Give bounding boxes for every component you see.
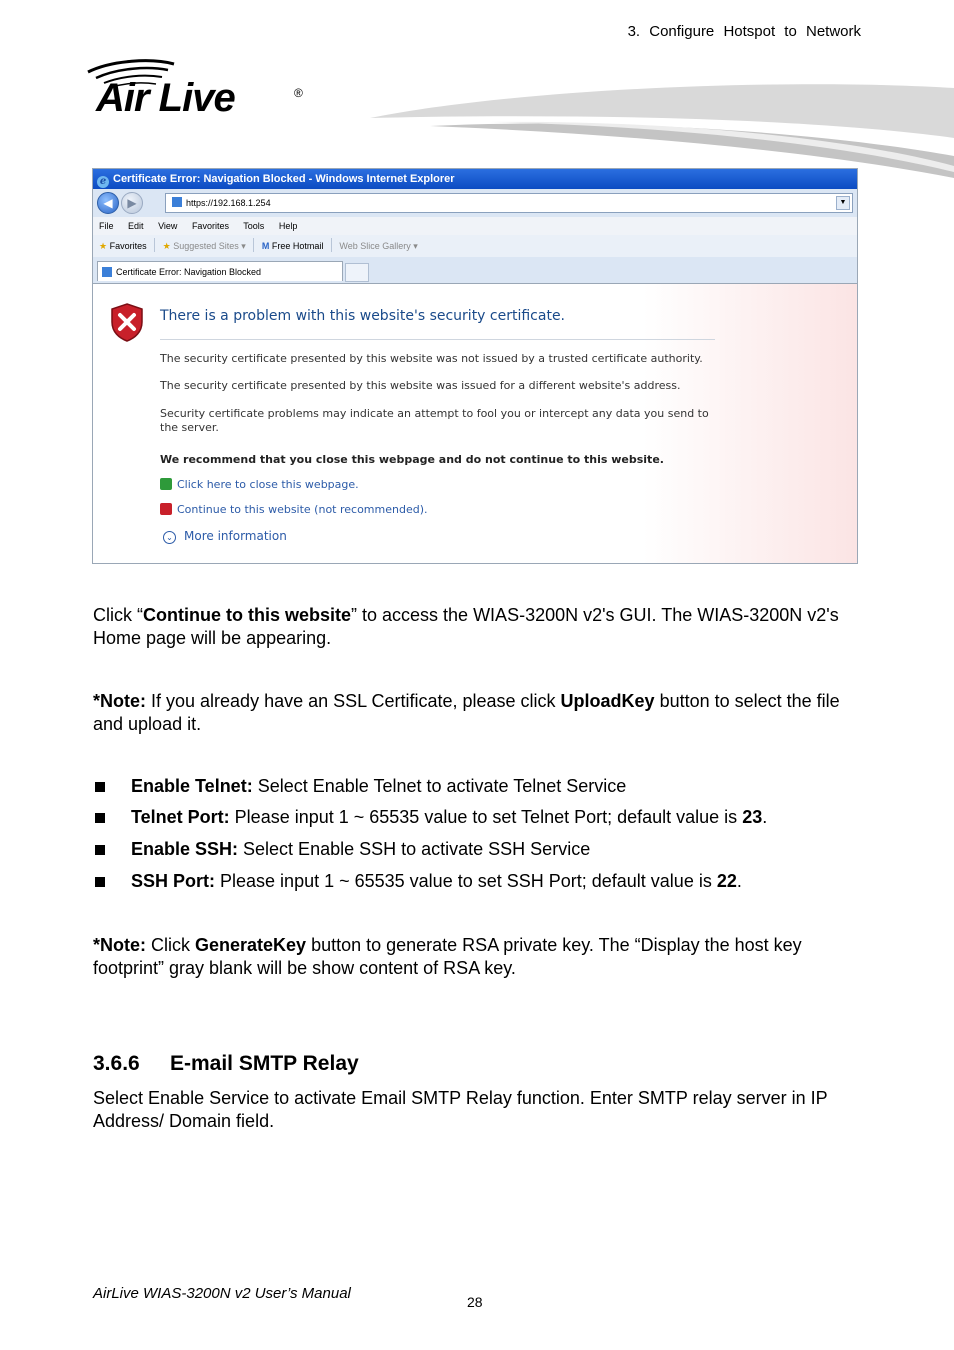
favorites-star-icon: ★ [99,241,108,251]
menu-edit[interactable]: Edit [128,221,144,231]
ie-icon: e [97,176,109,188]
footer-manual-title: AirLive WIAS-3200N v2 User’s Manual [93,1285,351,1302]
new-tab-button[interactable] [345,263,369,282]
menu-favorites[interactable]: Favorites [191,221,229,231]
bullet-square-icon [95,813,105,823]
tab-page-icon [102,267,112,277]
back-button[interactable]: ◀ [97,192,119,214]
add-favorite-icon[interactable]: ★ [162,241,171,251]
more-information-link[interactable]: ⌄ More information [163,529,287,544]
divider [160,339,715,340]
smtp-relay-paragraph: Select Enable Service to activate Email SMTP Relay function. Enter SMTP relay server in IP Address/ Domain field. [93,1088,828,1131]
tab-certificate-error[interactable] [97,261,343,281]
note-generatekey: *Note: Click GenerateKey button to generate RSA private key. The “Display the host key footprint” gray blank will be show content of RSA key. [93,935,802,978]
window-titlebar [93,169,857,189]
page-number: 28 [467,1294,483,1310]
web-slice-gallery[interactable]: Web Slice Gallery ▾ [339,241,418,251]
page-icon [172,197,182,207]
address-dropdown-icon[interactable]: ▼ [836,196,850,210]
menu-bar [93,217,857,235]
error-page-content [93,284,857,564]
address-row [93,189,857,217]
suggested-sites[interactable]: Suggested Sites ▾ [173,241,246,251]
bullet-square-icon [95,845,105,855]
address-text: https://192.168.1.254 [186,198,271,208]
window-title: Certificate Error: Navigation Blocked - Windows Internet Explorer [113,173,455,185]
continue-to-website-link[interactable]: Continue to this website (not recommended). [160,503,428,516]
menu-file[interactable]: File [99,221,114,231]
free-hotmail-link[interactable]: Free Hotmail [271,241,324,251]
favorites-button[interactable]: Favorites [109,241,147,251]
note-uploadkey: *Note: If you already have an SSL Certificate, please click UploadKey button to select the file and upload it. [93,691,840,734]
tab-row [93,257,857,284]
menu-view[interactable]: View [158,221,178,231]
registered-mark: ® [294,86,303,100]
error-reason-1: The security certificate presented by this website was not issued by a trusted certificate authority. [160,352,703,365]
recommendation: We recommend that you close this webpage and do not continue to this website. [160,453,664,466]
chapter-header: 3. Configure Hotspot to Network [627,23,861,40]
error-title: There is a problem with this website's security certificate. [160,308,566,324]
forward-button[interactable]: ▶ [121,192,143,214]
continue-paragraph: Click “Continue to this website” to access the WIAS-3200N v2's GUI. The WIAS-3200N v2's Home page will be appearing. [93,605,839,648]
bullet-square-icon [95,782,105,792]
logo-text: Air Live [96,76,235,120]
ie-certificate-error-screenshot [92,168,858,564]
error-reason-2: The security certificate presented by this website was issued for a different website's address. [160,379,681,392]
red-shield-icon [160,503,172,515]
section-title: E-mail SMTP Relay [170,1052,359,1075]
section-number: 3.6.6 [93,1052,140,1075]
shield-error-icon [109,302,145,342]
green-shield-icon [160,478,172,490]
airlive-logo [82,58,312,127]
tab-label: Certificate Error: Navigation Blocked [116,267,262,277]
expand-chevron-icon: ⌄ [163,531,176,544]
close-webpage-link[interactable]: Click here to close this webpage. [160,478,359,491]
menu-help[interactable]: Help [278,221,298,231]
favorites-bar [93,235,857,257]
hotmail-icon: M [261,241,270,251]
bullet-square-icon [95,877,105,887]
menu-tools[interactable]: Tools [243,221,265,231]
address-bar[interactable] [165,193,853,213]
error-warning: Security certificate problems may indicate an attempt to fool you or intercept any data you send to the server. [160,407,709,434]
